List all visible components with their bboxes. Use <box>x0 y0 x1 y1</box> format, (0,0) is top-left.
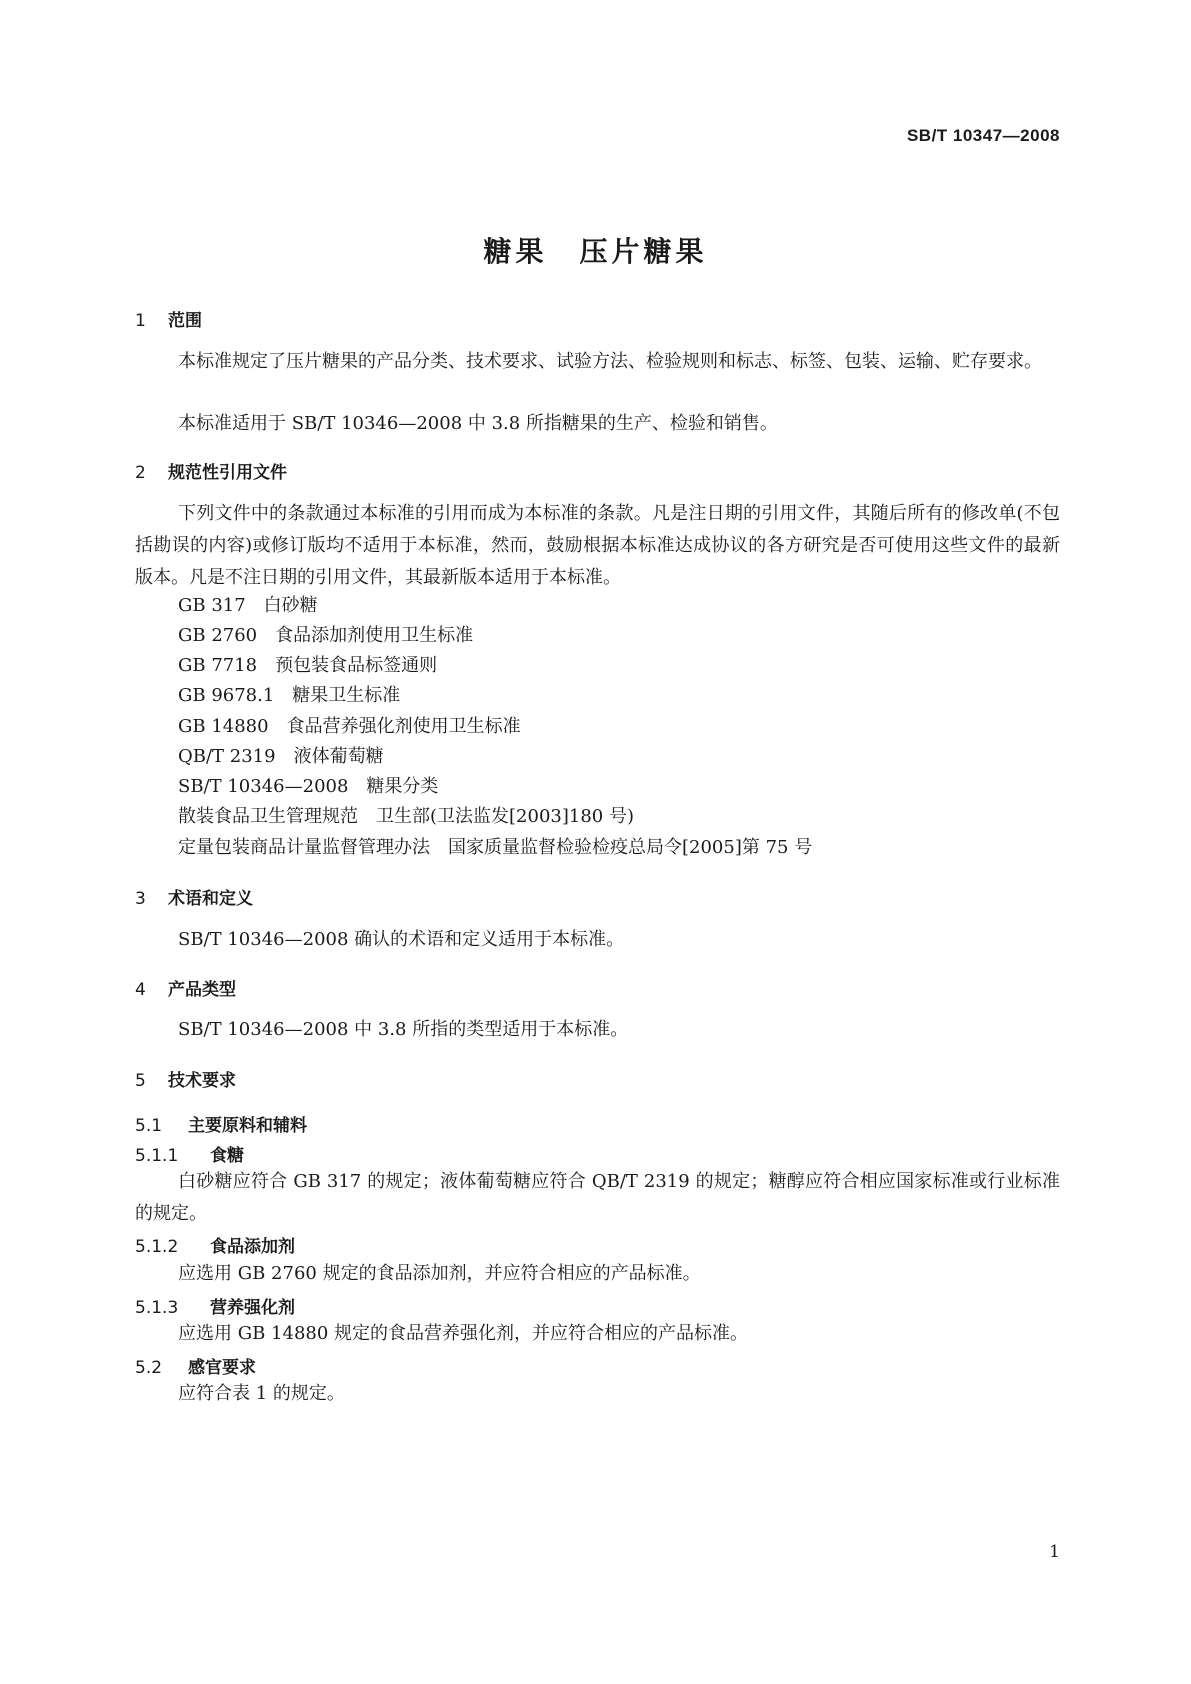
reference-item: GB 7718 预包装食品标签通则 <box>178 655 438 676</box>
reference-item: GB 9678.1 糖果卫生标准 <box>178 685 401 706</box>
section-title: 规范性引用文件 <box>168 463 287 483</box>
section-1-paragraph-1: 本标准规定了压片糖果的产品分类、技术要求、试验方法、检验规则和标志、标签、包装、运输、贮存要求。 <box>178 351 1042 372</box>
section-5-heading <box>135 1066 236 1091</box>
section-2-paragraph: 下列文件中的条款通过本标准的引用而成为本标准的条款。凡是注日期的引用文件，其随后所有的修改单(不包括勘误的内容)或修订版均不适用于本标准，然而，鼓励根据本标准达成协议的各方研究是否可使用这些文件的最新版本。凡是不注日期的引用文件，其最新版本适用于本标准。 <box>135 503 1060 588</box>
reference-item: QB/T 2319 液体葡萄糖 <box>178 746 384 767</box>
section-5-2-paragraph: 应符合表 1 的规定。 <box>178 1383 345 1404</box>
section-5-1-3-heading <box>135 1293 295 1318</box>
section-number: 5 <box>135 1071 146 1091</box>
section-5-1-1-heading <box>135 1141 244 1166</box>
reference-item: SB/T 10346—2008 糖果分类 <box>178 776 439 797</box>
section-title: 感官要求 <box>188 1358 256 1378</box>
section-5-1-1-paragraph: 白砂糖应符合 GB 317 的规定；液体葡萄糖应符合 QB/T 2319 的规定；糖醇应符合相应国家标准或行业标准的规定。 <box>135 1171 1060 1224</box>
section-title: 产品类型 <box>168 980 236 1000</box>
page-number: 1 <box>1049 1542 1060 1562</box>
section-5-1-2-paragraph: 应选用 GB 2760 规定的食品添加剂，并应符合相应的产品标准。 <box>178 1263 701 1284</box>
section-4-heading <box>135 975 236 1000</box>
section-1-heading <box>135 306 202 331</box>
reference-item: GB 14880 食品营养强化剂使用卫生标准 <box>178 716 521 737</box>
section-number: 4 <box>135 980 146 1000</box>
section-5-2-heading <box>135 1353 256 1378</box>
section-title: 主要原料和辅料 <box>188 1116 307 1136</box>
section-number: 2 <box>135 463 146 483</box>
section-5-1-heading <box>135 1111 307 1136</box>
section-5-1-3-paragraph: 应选用 GB 14880 规定的食品营养强化剂，并应符合相应的产品标准。 <box>178 1323 749 1344</box>
section-3-heading <box>135 884 253 909</box>
standard-code: SB/T 10347—2008 <box>906 126 1060 145</box>
section-number: 5.1.2 <box>135 1237 179 1257</box>
section-title: 术语和定义 <box>168 889 253 909</box>
section-3-paragraph: SB/T 10346—2008 确认的术语和定义适用于本标准。 <box>178 929 625 950</box>
section-title: 技术要求 <box>168 1071 236 1091</box>
reference-item: 定量包装商品计量监督管理办法 国家质量监督检验检疫总局令[2005]第 75 号 <box>178 837 813 858</box>
section-title: 食品添加剂 <box>210 1237 295 1257</box>
section-number: 3 <box>135 889 146 909</box>
section-4-paragraph: SB/T 10346—2008 中 3.8 所指的类型适用于本标准。 <box>178 1019 629 1040</box>
section-number: 1 <box>135 311 146 331</box>
section-5-1-2-heading <box>135 1232 295 1257</box>
reference-item: GB 2760 食品添加剂使用卫生标准 <box>178 625 474 646</box>
section-title: 范围 <box>168 311 202 331</box>
section-number: 5.1.1 <box>135 1146 179 1166</box>
section-title: 营养强化剂 <box>210 1298 295 1318</box>
section-title: 食糖 <box>210 1146 244 1166</box>
section-1-paragraph-2: 本标准适用于 SB/T 10346—2008 中 3.8 所指糖果的生产、检验和销售。 <box>178 413 778 434</box>
reference-item: GB 317 白砂糖 <box>178 595 318 616</box>
section-number: 5.1 <box>135 1116 163 1136</box>
section-2-heading <box>135 458 287 483</box>
section-number: 5.1.3 <box>135 1298 179 1318</box>
document-title: 糖果 压片糖果 <box>483 235 708 268</box>
reference-item: 散装食品卫生管理规范 卫生部(卫法监发[2003]180 号) <box>178 806 634 827</box>
section-number: 5.2 <box>135 1358 163 1378</box>
